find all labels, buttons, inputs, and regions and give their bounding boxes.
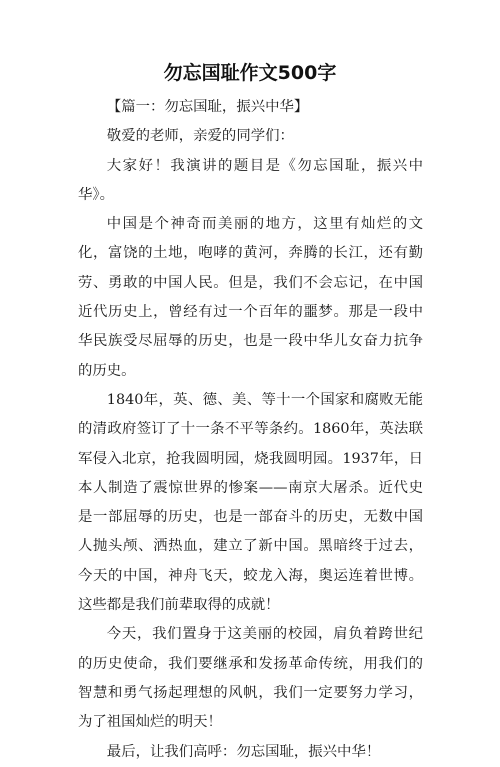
salutation: 敬爱的老师，亲爱的同学们：: [106, 128, 294, 145]
essay-body: [78, 93, 423, 767]
paragraph-closing: 最后，让我们高呼：勿忘国耻，振兴中华！: [106, 743, 381, 760]
section-heading: 【篇一：勿忘国耻，振兴中华】: [106, 99, 309, 115]
paragraph-china-history: 中国是个神奇而美丽的地方，这里有灿烂的文化，富饶的土地，咆哮的黄河，奔腾的长江，还有勤劳、勇敢的中国人民。但是，我们不会忘记，在中国近代历史上，曾经有过一个百年的噩梦。那是一段中华民族受尽屈辱的历史，也是一段中华儿女奋力抗争的历史。: [78, 216, 423, 379]
document-title: 勿忘国耻作文500字: [163, 62, 337, 84]
paragraph-mission: 今天，我们置身于这美丽的校园，肩负着跨世纪的历史使命，我们要继承和发扬革命传统，用我们的智慧和勇气扬起理想的风帆，我们一定要努力学习，为了祖国灿烂的明天！: [78, 626, 423, 731]
paragraph-modern-history: 1840年，英、德、美、等十一个国家和腐败无能的清政府签订了十一条不平等条约。1860年，英法联军侵入北京，抢我圆明园，烧我圆明园。1937年，日本人制造了震惊世界的惨案——南京大屠杀。近代史是一部屈辱的历史，也是一部奋斗的历史，无数中国人抛头颅、洒热血，建立了新中国。黑暗终于过去，今天的中国，神舟飞天，蛟龙入海，奥运连着世博。这些都是我们前辈取得的成就！: [78, 391, 423, 614]
paragraph-greeting: 大家好！我演讲的题目是《勿忘国耻，振兴中华》。: [78, 157, 423, 203]
